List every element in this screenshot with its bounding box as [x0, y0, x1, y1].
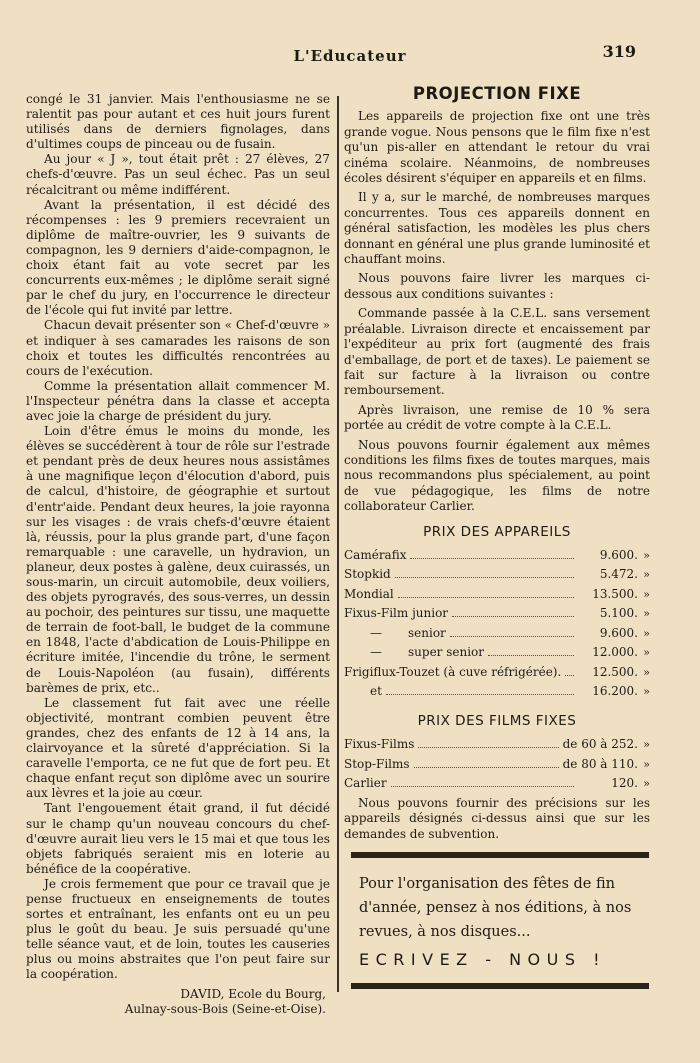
dot-leader	[398, 597, 574, 598]
paragraph: Loin d'être émus le moins du monde, les élèves se succédèrent à tour de rôle sur l'estrade et pendant près de deux heures nous assistâmes à une magnifique leçon d'élocution d'abord, puis de calcul, d'histoire, de géographie et surtout d'entr'aide. Pendant deux heures, la joie rayonna sur les visages : de vrais chefs-d'œuvre étaient là, réussis, pour la plus grande part, d'une façon remarquable : une caravelle, un hydravion, un planeur, deux postes à galène, deux cuirassés, un sous-marin, un circuit automobile, deux voiliers, des objets pyrogravés, des sous-verres, un dessin au pochoir, des peintures sur tissu, une maquette de terrain de foot-ball, le budget de la commune en 1848, l'acte d'abdication de Louis-Philippe en écriture imitée, l'incendie du trône, le serment de Louis-Napoléon (au fusain), différents barèmes de prix, etc..	[26, 424, 330, 695]
item-name: et	[370, 684, 382, 699]
dot-leader	[391, 786, 574, 787]
item-price: 16.200.	[592, 684, 638, 699]
paragraph: Tant l'engouement était grand, il fut décidé sur le champ qu'un nouveau concours du chef-d'œuvre aurait lieu vers le 15 mai et que tous les objets fabriqués seraient mis en loterie au bénéfice de la coopérative.	[26, 801, 330, 876]
ditto-mark: »	[643, 757, 650, 771]
item-price: 5.100.	[599, 606, 638, 621]
ditto-mark: »	[643, 646, 650, 660]
ditto-mark: »	[643, 607, 650, 621]
ditto-mark: »	[643, 777, 650, 791]
promo-call-to-action: ECRIVEZ - NOUS !	[359, 950, 607, 969]
ditto-dash: —	[370, 645, 382, 660]
item-price: 12.500.	[592, 664, 638, 679]
item-price: 9.600.	[599, 547, 638, 562]
price-row	[344, 645, 650, 665]
left-column	[26, 92, 330, 1018]
item-name: Carlier	[344, 776, 387, 791]
price-row	[344, 757, 650, 777]
item-name: Mondial	[344, 586, 394, 601]
price-row	[344, 567, 650, 587]
ditto-mark: »	[643, 626, 650, 640]
item-price: 12.000.	[592, 645, 638, 660]
column-divider	[337, 96, 339, 992]
right-column	[344, 86, 650, 846]
promo-rule-bottom	[351, 983, 649, 989]
price-row	[344, 626, 650, 646]
item-name: Camérafix	[344, 547, 407, 562]
item-name: senior	[408, 625, 446, 640]
ditto-mark: »	[643, 587, 650, 601]
signature-line: Aulnay-sous-Bois (Seine-et-Oise).	[124, 1002, 326, 1017]
ditto-mark: »	[643, 665, 650, 679]
paragraph: Le classement fut fait avec une réelle objectivité, montrant combien peuvent être grandes, chez des enfants de 12 à 14 ans, la clairvoyance et la sûreté d'appréciation. Si la caravelle l'emporta, ce ne fut que de fort peu. Et chaque enfant reçut son diplôme avec un sourire aux lèvres et la joie au cœur.	[26, 695, 330, 801]
paragraph: congé le 31 janvier. Mais l'enthousiasme ne se ralentit pas pour autant et ces huit jours furent utilisés dans de derniers fignolages, dans d'ultimes coups de pinceau ou de fusain.	[26, 92, 330, 152]
paragraph: Avant la présentation, il est décidé des récompenses : les 9 premiers recevraient un diplôme de maître-ouvrier, les 9 suivants de compagnon, les 9 derniers d'aide-compagnon, le choix étant fait au vote secret par les concurrents eux-mêmes ; le diplôme serait signé par le chef du jury, en l'occurrence le directeur de l'école qui fut invité par lettre.	[26, 197, 330, 318]
running-header: L'Educateur	[293, 47, 407, 65]
promo-box	[351, 852, 649, 989]
price-row	[344, 548, 650, 568]
item-name: Stopkid	[344, 567, 391, 582]
item-price: 9.600.	[599, 625, 638, 640]
item-price: 13.500.	[592, 586, 638, 601]
promo-rule-top	[351, 852, 649, 858]
paragraph: Nous pouvons faire livrer les marques ci-dessous aux conditions suivantes :	[344, 271, 650, 301]
dot-leader	[386, 694, 574, 695]
dot-leader	[395, 577, 574, 578]
ditto-mark: »	[643, 568, 650, 582]
item-name: Stop-Films	[344, 756, 410, 771]
price-row	[344, 587, 650, 607]
item-price: de 60 à 252.	[562, 737, 638, 752]
paragraph: Il y a, sur le marché, de nombreuses marques concurrentes. Tous ces appareils donnent en général satisfaction, les modèles les plus chers donnant en général une plus grande luminosité et chauffant moins.	[344, 190, 650, 267]
paragraph: Je crois fermement que pour ce travail que je pense fructueux en enseignements de toutes sortes et entraînant, les enfants ont eu un peu plus le goût du beau. Je suis persuadé qu'une telle séance vaut, et de loin, toutes les causeries plus ou moins abstraites que l'on peut faire sur la coopération.	[26, 876, 330, 982]
item-price: de 80 à 110.	[562, 756, 638, 771]
ditto-mark: »	[643, 548, 650, 562]
dot-leader	[488, 655, 574, 656]
ditto-mark: »	[643, 738, 650, 752]
signature-line: DAVID, Ecole du Bourg,	[180, 986, 326, 1001]
author-signature	[26, 987, 330, 1018]
price-row	[344, 737, 650, 757]
item-name: Fixus-Film junior	[344, 606, 449, 621]
ditto-mark: »	[643, 685, 650, 699]
paragraph: Nous pouvons fournir également aux mêmes conditions les films fixes de toutes marques, mais nous recommandons plus spécialement, au point de vue pédagogique, les films de notre collaborateur Carlier.	[344, 437, 650, 514]
dot-leader	[414, 767, 559, 768]
paragraph: Les appareils de projection fixe ont une très grande vogue. Nous pensons que le film fixe n'est qu'un pis-aller en attendant le retour du vrai cinéma scolaire. Néanmoins, de nombreuses écoles désirent s'équiper en appareils et en films.	[344, 109, 650, 186]
page-number: 319	[602, 42, 636, 61]
section-title: PROJECTION FIXE	[412, 84, 582, 103]
item-name: super senior	[408, 645, 485, 660]
dot-leader	[418, 747, 558, 748]
price-row	[344, 684, 650, 704]
paragraph: Comme la présentation allait commencer M. l'Inspecteur pénétra dans la classe et accepta avec joie la charge de président du jury.	[26, 378, 330, 423]
paragraph: Après livraison, une remise de 10 % sera portée au crédit de votre compte à la C.E.L.	[344, 402, 650, 433]
promo-text: Pour l'organisation des fêtes de fin d'année, pensez à nos éditions, à nos revues, à nos disques...	[359, 876, 632, 940]
dot-leader	[452, 616, 574, 617]
paragraph: Au jour « J », tout était prêt : 27 élèves, 27 chefs-d'œuvre. Pas un seul échec. Pas un seul récalcitrant ou même indifférent.	[26, 152, 330, 197]
dot-leader	[410, 558, 574, 559]
appareils-heading: PRIX DES APPAREILS	[423, 523, 571, 540]
films-price-list	[344, 737, 650, 796]
dot-leader	[565, 675, 574, 676]
dot-leader	[450, 636, 574, 637]
price-row	[344, 606, 650, 626]
ditto-dash: —	[370, 625, 382, 640]
paragraph: Commande passée à la C.E.L. sans versement préalable. Livraison directe et encaissement par l'expéditeur au prix fort (augmenté des frais d'emballage, de port et de taxes). Le paiement se fait sur facture à la livraison ou contre remboursement.	[344, 306, 650, 398]
item-price: 5.472.	[599, 567, 638, 582]
item-name: Frigiflux-Touzet (à cuve réfrigérée).	[344, 664, 562, 679]
price-row	[344, 665, 650, 685]
item-name: Fixus-Films	[344, 737, 415, 752]
item-price: 120.	[611, 776, 638, 791]
appareils-price-list	[344, 548, 650, 704]
price-row	[344, 776, 650, 796]
films-heading: PRIX DES FILMS FIXES	[417, 712, 577, 729]
closing-note: Nous pouvons fournir des précisions sur les appareils désignés ci-dessus ainsi que sur les demandes de subvention.	[344, 795, 650, 841]
paragraph: Chacun devait présenter son « Chef-d'œuvre » et indiquer à ses camarades les raisons de son choix et toutes les difficultés rencontrées au cours de l'exécution.	[26, 318, 330, 378]
